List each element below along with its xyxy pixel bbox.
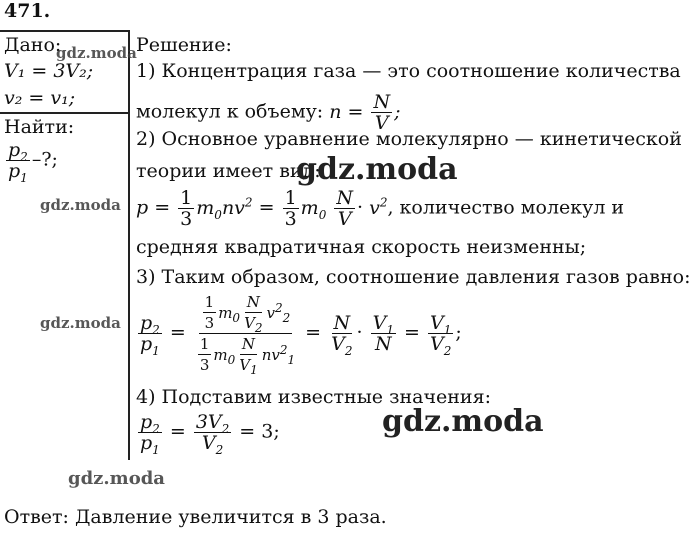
step4-line1: 4) Подставим известные значения:: [136, 386, 491, 408]
given-find-rule: [0, 112, 128, 114]
watermark-large: gdz.moda: [382, 404, 544, 439]
step1-line1: 1) Концентрация газа — это соотношение количества: [136, 60, 681, 82]
step2-line2: теории имеет вид:: [136, 160, 321, 182]
find-label: Найти:: [4, 116, 75, 138]
watermark: gdz.moda: [68, 468, 165, 489]
watermark-large: gdz.moda: [296, 152, 458, 187]
watermark: gdz.moda: [56, 44, 137, 62]
solution-label: Решение:: [136, 34, 232, 56]
given-volume-ratio: V₁ = 3V₂;: [4, 60, 94, 82]
step3-line1: 3) Таким образом, соотношение давления газов равно:: [136, 266, 690, 288]
watermark: gdz.moda: [40, 196, 121, 214]
step2-line1: 2) Основное уравнение молекулярно — кинетической: [136, 128, 682, 150]
step2-after: , количество молекул и: [387, 196, 625, 219]
step3-equation: $\frac{p_2}{p_1}$ = $\frac{1}{3}$ $m_0$ $\frac{N}{V_2}$ $v^2_2$ $\frac{1}{3}$ $m_0$ $\frac{N}{V_1}$ $nv^2_1$ = $\frac{N}{V_2}$ · $\frac{V_1}{N}$ = $\frac{V_1}{V_2}$ ;: [140, 293, 462, 377]
step2-equation: p = $\frac{1}{3}$ $m_0nv^2$ = $\frac{1}{3}$ $m_0$ $\frac{N}{V}$ · $v^2$, количество молекул и: [136, 187, 625, 230]
find-pressure-ratio: $\frac{p_2}{p_1}$ –?;: [8, 139, 58, 185]
find-tail: –?;: [31, 148, 58, 171]
problem-number: 471.: [4, 0, 51, 22]
given-top-rule: [0, 30, 128, 32]
step4-equation: $\frac{p_2}{p_1}$ = $\frac{3V_2}{V_2}$ = 3;: [140, 411, 280, 457]
step1-line2-text: молекул к объему:: [136, 100, 324, 123]
watermark: gdz.moda: [40, 314, 121, 332]
concentration-formula: n = $\frac{N}{V}$ ;: [329, 91, 401, 134]
answer: Ответ: Давление увеличится в 3 раза.: [4, 506, 387, 528]
given-label: Дано:: [4, 34, 62, 56]
step1-line2: [136, 92, 401, 133]
divider-vertical: [128, 30, 130, 460]
step2-line3: средняя квадратичная скорость неизменны;: [136, 236, 587, 258]
given-velocity-equality: v₂ = v₁;: [4, 87, 76, 109]
